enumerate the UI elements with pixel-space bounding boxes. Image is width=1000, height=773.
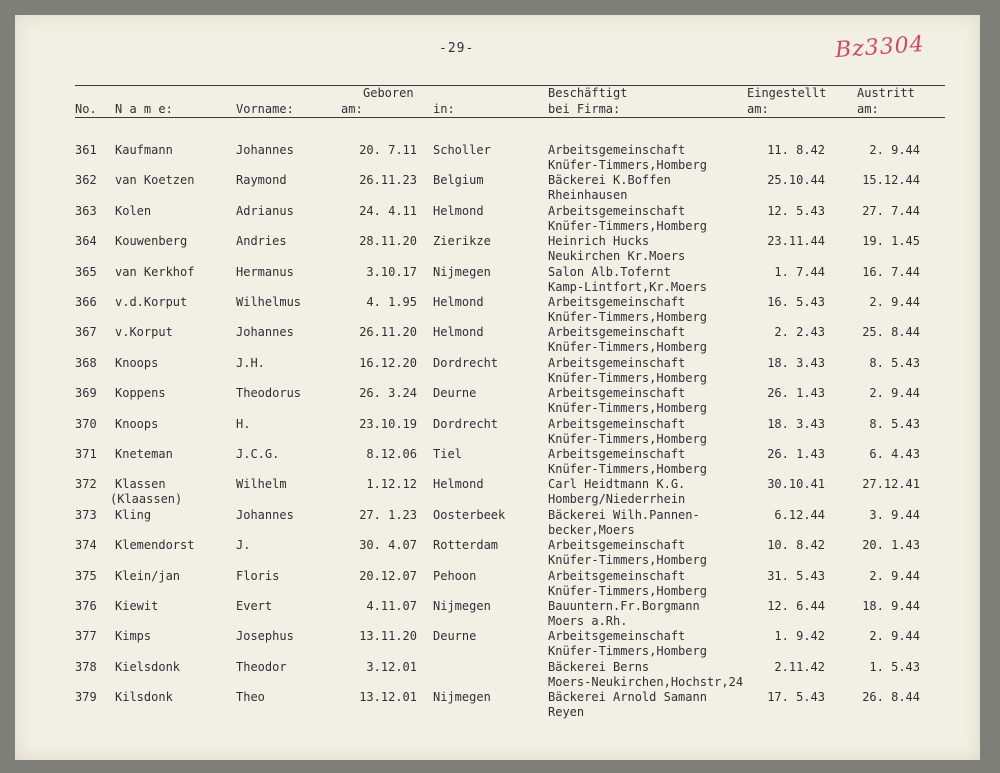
first-name: Andries xyxy=(236,234,287,249)
table-row xyxy=(15,629,980,659)
hire-date: 12. 6.44 xyxy=(767,599,825,613)
hire-date: 23.11.44 xyxy=(767,234,825,249)
surname: Knoops xyxy=(115,355,159,370)
row-number: 373 xyxy=(75,507,97,522)
employer-line-1: Bäckerei Wilh.Pannen- xyxy=(548,507,700,522)
surname: Kouwenberg xyxy=(115,234,188,249)
row-number: 363 xyxy=(75,203,97,218)
surname: van Kerkhof xyxy=(115,264,195,279)
exit-date: 2. 9.44 xyxy=(869,568,920,583)
birth-place: Oosterbeek xyxy=(433,507,506,522)
table-row xyxy=(15,508,980,538)
employer-line-2: Kamp-Lintfort,Kr.Moers xyxy=(548,279,707,294)
birth-date: 23.10.19 xyxy=(359,416,417,431)
birth-place: Zierikze xyxy=(433,234,491,249)
document-page xyxy=(15,15,980,760)
surname: Kielsdonk xyxy=(115,659,181,674)
exit-date: 2. 9.44 xyxy=(869,295,920,309)
birth-date: 4.11.07 xyxy=(366,599,417,613)
hire-date: 18. 3.43 xyxy=(767,416,825,431)
birth-date: 24. 4.11 xyxy=(359,203,417,218)
employer-line-1: Arbeitsgemeinschaft xyxy=(548,629,686,644)
first-name: Hermanus xyxy=(236,264,294,279)
header-eingestellt-bottom: am: xyxy=(747,102,769,116)
employer-line-2: Knüfer-Timmers,Homberg xyxy=(548,158,707,172)
employer-line-2: Knüfer-Timmers,Homberg xyxy=(548,401,707,416)
employer-line-2: Rheinhausen xyxy=(548,188,628,203)
birth-date: 13.11.20 xyxy=(359,629,417,644)
header-austritt-top: Austritt xyxy=(857,86,915,100)
table-row xyxy=(15,386,980,416)
row-number: 376 xyxy=(75,599,97,613)
table-row xyxy=(15,356,980,386)
hire-date: 11. 8.42 xyxy=(767,143,825,157)
row-number: 366 xyxy=(75,295,97,309)
employer-line-2: Moers-Neukirchen,Hochstr,24 xyxy=(548,674,744,689)
row-number: 371 xyxy=(75,447,97,461)
birth-place: Belgium xyxy=(433,173,484,188)
birth-date: 28.11.20 xyxy=(359,234,417,249)
first-name: J. xyxy=(236,538,251,553)
exit-date: 27.12.41 xyxy=(862,477,920,492)
first-name: Wilhelmus xyxy=(236,295,302,309)
row-number: 374 xyxy=(75,538,97,553)
header-firma-top: Beschäftigt xyxy=(548,86,628,100)
employer-line-1: Arbeitsgemeinschaft xyxy=(548,568,686,583)
header-no: No. xyxy=(75,102,97,116)
employer-line-1: Arbeitsgemeinschaft xyxy=(548,295,686,309)
table-row xyxy=(15,417,980,447)
employer-line-2: Knüfer-Timmers,Homberg xyxy=(548,462,707,476)
birth-date: 16.12.20 xyxy=(359,355,417,370)
table-row xyxy=(15,538,980,568)
birth-place: Nijmegen xyxy=(433,264,491,279)
table-row xyxy=(15,295,980,325)
birth-place: Dordrecht xyxy=(433,355,499,370)
header-geboren-in: in: xyxy=(433,102,455,116)
birth-date: 13.12.01 xyxy=(359,690,417,705)
surname: Kiewit xyxy=(115,599,159,613)
birth-place: Nijmegen xyxy=(433,690,491,705)
exit-date: 18. 9.44 xyxy=(862,599,920,613)
handwritten-reference: Bz3304 xyxy=(834,31,926,64)
employer-line-1: Bäckerei K.Boffen xyxy=(548,173,671,188)
row-number: 364 xyxy=(75,234,97,249)
hire-date: 18. 3.43 xyxy=(767,355,825,370)
hire-date: 1. 7.44 xyxy=(774,264,825,279)
row-number: 361 xyxy=(75,143,97,157)
surname: Kimps xyxy=(115,629,152,644)
surname: Koppens xyxy=(115,386,166,401)
table-row xyxy=(15,569,980,599)
first-name: Evert xyxy=(236,599,273,613)
first-name: Johannes xyxy=(236,325,294,340)
birth-date: 3.10.17 xyxy=(366,264,417,279)
row-number: 362 xyxy=(75,173,97,188)
birth-date: 30. 4.07 xyxy=(359,538,417,553)
exit-date: 2. 9.44 xyxy=(869,629,920,644)
table-row xyxy=(15,265,980,295)
row-number: 370 xyxy=(75,416,97,431)
first-name: Josephus xyxy=(236,629,294,644)
birth-date: 26.11.20 xyxy=(359,325,417,340)
employer-line-2: Homberg/Niederrhein xyxy=(548,492,686,507)
exit-date: 1. 5.43 xyxy=(869,659,920,674)
exit-date: 3. 9.44 xyxy=(869,507,920,522)
birth-place: Deurne xyxy=(433,629,477,644)
table-row xyxy=(15,599,980,629)
header-rule-bottom xyxy=(75,117,945,118)
birth-place: Helmond xyxy=(433,203,484,218)
table-row xyxy=(15,660,980,690)
first-name: Raymond xyxy=(236,173,287,188)
employer-line-2: Knüfer-Timmers,Homberg xyxy=(548,370,707,385)
hire-date: 10. 8.42 xyxy=(767,538,825,553)
first-name: Johannes xyxy=(236,507,294,522)
birth-place: Pehoon xyxy=(433,568,477,583)
first-name: Theodor xyxy=(236,659,287,674)
surname: Klemendorst xyxy=(115,538,195,553)
employer-line-1: Arbeitsgemeinschaft xyxy=(548,355,686,370)
employer-line-2: Knüfer-Timmers,Homberg xyxy=(548,218,707,233)
birth-place: Helmond xyxy=(433,325,484,340)
employer-line-1: Bäckerei Arnold Samann xyxy=(548,690,707,705)
birth-date: 3.12.01 xyxy=(366,659,417,674)
header-austritt-bottom: am: xyxy=(857,102,879,116)
header-firma-bottom: bei Firma: xyxy=(548,102,621,116)
surname: v.Korput xyxy=(115,325,173,340)
birth-date: 1.12.12 xyxy=(366,477,417,492)
first-name: Adrianus xyxy=(236,203,294,218)
hire-date: 2.11.42 xyxy=(774,659,825,674)
birth-date: 26. 3.24 xyxy=(359,386,417,401)
surname: Klassen xyxy=(115,477,166,492)
birth-place: Rotterdam xyxy=(433,538,499,553)
employer-line-2: Knüfer-Timmers,Homberg xyxy=(548,431,707,446)
hire-date: 1. 9.42 xyxy=(774,629,825,644)
page-number: -29- xyxy=(439,41,475,56)
birth-date: 26.11.23 xyxy=(359,173,417,188)
hire-date: 17. 5.43 xyxy=(767,690,825,705)
exit-date: 16. 7.44 xyxy=(862,264,920,279)
employer-line-1: Arbeitsgemeinschaft xyxy=(548,386,686,401)
surname: Klein/jan xyxy=(115,568,181,583)
exit-date: 6. 4.43 xyxy=(869,447,920,461)
table-row xyxy=(15,173,980,203)
exit-date: 2. 9.44 xyxy=(869,143,920,157)
hire-date: 16. 5.43 xyxy=(767,295,825,309)
birth-place: Dordrecht xyxy=(433,416,499,431)
hire-date: 30.10.41 xyxy=(767,477,825,492)
employer-line-2: Moers a.Rh. xyxy=(548,614,628,628)
employer-line-1: Salon Alb.Tofernt xyxy=(548,264,671,279)
birth-date: 20.12.07 xyxy=(359,568,417,583)
table-row xyxy=(15,234,980,264)
header-vorname: Vorname: xyxy=(236,102,294,116)
birth-place: Nijmegen xyxy=(433,599,491,613)
employer-line-2: Knüfer-Timmers,Homberg xyxy=(548,644,707,659)
birth-date: 4. 1.95 xyxy=(366,295,417,309)
first-name: J.C.G. xyxy=(236,447,280,461)
employer-line-2: becker,Moers xyxy=(548,522,635,537)
row-number: 367 xyxy=(75,325,97,340)
exit-date: 25. 8.44 xyxy=(862,325,920,340)
hire-date: 6.12.44 xyxy=(774,507,825,522)
employer-line-1: Arbeitsgemeinschaft xyxy=(548,416,686,431)
surname: Kolen xyxy=(115,203,152,218)
first-name: Wilhelm xyxy=(236,477,287,492)
table-row xyxy=(15,325,980,355)
surname: Kilsdonk xyxy=(115,690,173,705)
exit-date: 26. 8.44 xyxy=(862,690,920,705)
exit-date: 8. 5.43 xyxy=(869,355,920,370)
row-number: 365 xyxy=(75,264,97,279)
birth-date: 8.12.06 xyxy=(366,447,417,461)
exit-date: 8. 5.43 xyxy=(869,416,920,431)
birth-place: Deurne xyxy=(433,386,477,401)
header-geboren: Geboren xyxy=(363,86,414,100)
employer-line-1: Carl Heidtmann K.G. xyxy=(548,477,686,492)
exit-date: 15.12.44 xyxy=(862,173,920,188)
employer-line-1: Arbeitsgemeinschaft xyxy=(548,325,686,340)
first-name: Johannes xyxy=(236,143,294,157)
first-name: Theodorus xyxy=(236,386,302,401)
surname: van Koetzen xyxy=(115,173,195,188)
employer-line-2: Neukirchen Kr.Moers xyxy=(548,249,686,264)
table-row xyxy=(15,204,980,234)
employer-line-2: Knüfer-Timmers,Homberg xyxy=(548,553,707,568)
hire-date: 31. 5.43 xyxy=(767,568,825,583)
exit-date: 19. 1.45 xyxy=(862,234,920,249)
header-eingestellt-top: Eingestellt xyxy=(747,86,827,100)
table-row xyxy=(15,477,980,507)
employer-line-1: Arbeitsgemeinschaft xyxy=(548,538,686,553)
row-number: 377 xyxy=(75,629,97,644)
first-name: Floris xyxy=(236,568,280,583)
employer-line-1: Arbeitsgemeinschaft xyxy=(548,143,686,157)
hire-date: 26. 1.43 xyxy=(767,386,825,401)
header-name: N a m e: xyxy=(115,102,173,116)
employer-line-2: Knüfer-Timmers,Homberg xyxy=(548,310,707,324)
employer-line-2: Knüfer-Timmers,Homberg xyxy=(548,340,707,355)
surname: Kneteman xyxy=(115,447,173,461)
birth-place: Tiel xyxy=(433,447,462,461)
hire-date: 2. 2.43 xyxy=(774,325,825,340)
row-number: 379 xyxy=(75,690,97,705)
hire-date: 26. 1.43 xyxy=(767,447,825,461)
surname: Kaufmann xyxy=(115,143,173,157)
surname: v.d.Korput xyxy=(115,295,188,309)
surname: Knoops xyxy=(115,416,159,431)
hire-date: 25.10.44 xyxy=(767,173,825,188)
birth-place: Helmond xyxy=(433,477,484,492)
row-number: 368 xyxy=(75,355,97,370)
first-name: H. xyxy=(236,416,251,431)
exit-date: 20. 1.43 xyxy=(862,538,920,553)
header-geboren-am: am: xyxy=(341,102,363,116)
surname: Kling xyxy=(115,507,152,522)
first-name: Theo xyxy=(236,690,265,705)
employer-line-1: Bäckerei Berns xyxy=(548,659,650,674)
employer-line-1: Heinrich Hucks xyxy=(548,234,650,249)
row-number: 375 xyxy=(75,568,97,583)
table-row xyxy=(15,447,980,477)
row-number: 369 xyxy=(75,386,97,401)
birth-date: 27. 1.23 xyxy=(359,507,417,522)
employer-line-1: Bauuntern.Fr.Borgmann xyxy=(548,599,700,613)
birth-place: Helmond xyxy=(433,295,484,309)
birth-place: Scholler xyxy=(433,143,491,157)
table-row xyxy=(15,143,980,173)
first-name: J.H. xyxy=(236,355,265,370)
surname-alt: (Klaassen) xyxy=(110,492,183,507)
hire-date: 12. 5.43 xyxy=(767,203,825,218)
employer-line-2: Knüfer-Timmers,Homberg xyxy=(548,583,707,598)
employer-line-1: Arbeitsgemeinschaft xyxy=(548,203,686,218)
exit-date: 2. 9.44 xyxy=(869,386,920,401)
employer-line-1: Arbeitsgemeinschaft xyxy=(548,447,686,461)
table-row xyxy=(15,690,980,720)
birth-date: 20. 7.11 xyxy=(359,143,417,157)
row-number: 378 xyxy=(75,659,97,674)
employer-line-2: Reyen xyxy=(548,705,585,720)
row-number: 372 xyxy=(75,477,97,492)
exit-date: 27. 7.44 xyxy=(862,203,920,218)
